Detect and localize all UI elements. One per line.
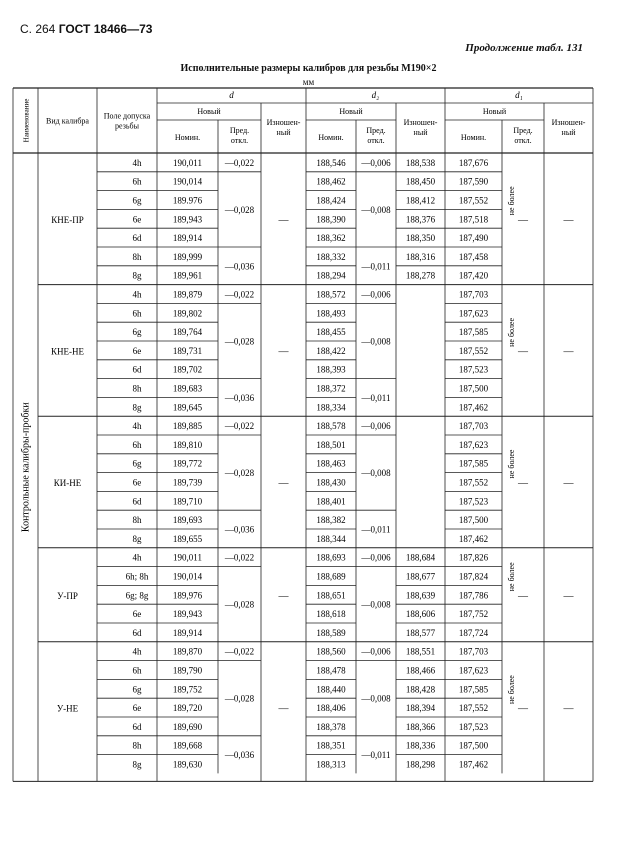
d-nom: 189,739 xyxy=(172,477,203,488)
d2-nom: 188,393 xyxy=(316,364,346,375)
d1-nom: 187,703 xyxy=(458,421,489,432)
d2-nom: 188,463 xyxy=(316,458,346,469)
d1-nom: 187,523 xyxy=(458,496,489,507)
d1-nom: 187,458 xyxy=(458,251,489,262)
dash: — xyxy=(278,590,289,602)
header-worn: ный xyxy=(276,128,291,137)
d-nom: 189,943 xyxy=(172,214,203,225)
tolerance-field: 4h xyxy=(132,421,142,432)
d1-nom: 187,523 xyxy=(458,721,489,732)
tolerance-field: 8h xyxy=(132,740,142,751)
dash: — xyxy=(278,703,289,715)
tolerance-field: 6h xyxy=(132,176,142,187)
tolerance-field: 6e xyxy=(132,477,142,488)
d2-worn: 188,412 xyxy=(405,195,436,206)
header-new: Новый xyxy=(482,107,507,116)
d-nom: 189,885 xyxy=(172,421,203,432)
d2-dev: —0,008 xyxy=(361,599,391,610)
tolerance-field: 8h xyxy=(132,383,142,394)
d2-worn: 188,336 xyxy=(405,740,436,751)
d2-worn: 188,684 xyxy=(405,552,436,563)
header-field: резьбы xyxy=(115,121,139,131)
d-nom: 189,764 xyxy=(172,327,203,338)
header-new: Новый xyxy=(197,107,221,116)
d2-worn: 188,376 xyxy=(405,214,436,225)
header-nom: Номин. xyxy=(318,133,344,142)
d-nom: 190,011 xyxy=(173,552,202,563)
d-dev: —0,028 xyxy=(224,468,255,479)
d-nom: 189,961 xyxy=(172,270,203,281)
d2-worn: 188,639 xyxy=(405,590,436,601)
d-nom: 189,999 xyxy=(172,251,203,262)
not-more-label: не более xyxy=(507,186,516,216)
tolerance-field: 6g; 8g xyxy=(125,590,149,601)
header-field: Поле допуска xyxy=(103,111,151,121)
d2-dev: —0,008 xyxy=(361,468,391,479)
dash: — xyxy=(518,346,528,358)
header-dev: Пред. xyxy=(229,126,250,135)
header-nom: Номин. xyxy=(460,133,487,142)
d2-nom: 188,618 xyxy=(316,609,346,620)
not-more-label: не более xyxy=(507,317,516,347)
dash: — xyxy=(563,214,574,226)
tolerance-field: 4h xyxy=(132,289,142,300)
d2-nom: 188,294 xyxy=(316,270,346,281)
d2-nom: 188,455 xyxy=(316,327,346,338)
tolerance-field: 8g xyxy=(132,270,142,281)
d2-nom: 188,362 xyxy=(316,233,346,244)
dash: — xyxy=(278,346,289,358)
d-nom: 189,720 xyxy=(172,703,203,714)
d-dev: —0,036 xyxy=(224,750,255,761)
dash: — xyxy=(278,214,289,226)
header-nom: Номин. xyxy=(174,133,201,142)
header-dev: откл. xyxy=(514,136,532,145)
d-nom: 189,645 xyxy=(172,402,203,413)
d-nom: 189,710 xyxy=(172,496,203,507)
tolerance-field: 6g xyxy=(132,327,142,338)
d2-nom: 188,382 xyxy=(316,515,346,526)
tolerance-field: 6h xyxy=(132,308,142,319)
d2-nom: 188,462 xyxy=(316,176,346,187)
d2-worn: 188,450 xyxy=(405,176,436,187)
d1-nom: 187,523 xyxy=(458,364,489,375)
d1-nom: 187,590 xyxy=(458,176,489,187)
d2-worn: 188,316 xyxy=(405,251,436,262)
tolerance-field: 6d xyxy=(132,364,142,375)
d-dev: —0,022 xyxy=(224,289,255,300)
d2-nom: 188,689 xyxy=(316,571,346,582)
d-dev: —0,028 xyxy=(224,599,255,610)
d-nom: 189,630 xyxy=(172,759,203,770)
d-dev: —0,028 xyxy=(224,204,255,215)
d2-worn: 188,278 xyxy=(405,270,436,281)
d-nom: 189,690 xyxy=(172,721,203,732)
dash: — xyxy=(563,346,574,358)
table-units: мм xyxy=(302,77,315,87)
d-nom: 189,802 xyxy=(172,308,203,319)
d1-nom: 187,500 xyxy=(458,740,489,751)
d2-worn: 188,366 xyxy=(405,721,436,732)
tolerance-field: 6d xyxy=(132,721,142,732)
tolerance-field: 6h xyxy=(132,439,142,450)
d-nom: 190,014 xyxy=(172,571,203,582)
dash: — xyxy=(518,590,528,602)
header-new: Новый xyxy=(339,107,363,116)
tolerance-field: 6g xyxy=(132,684,142,695)
d2-dev: —0,008 xyxy=(361,204,391,215)
header-name: Наименование xyxy=(22,98,31,143)
d-nom: 190,014 xyxy=(172,176,203,187)
d2-nom: 188,378 xyxy=(316,721,346,732)
d1-nom: 187,786 xyxy=(458,590,489,601)
d2-nom: 188,390 xyxy=(316,214,346,225)
d1-nom: 187,724 xyxy=(458,627,489,638)
d2-nom: 188,546 xyxy=(316,157,346,168)
d2-dev: —0,006 xyxy=(361,646,391,657)
d1-nom: 187,500 xyxy=(458,383,489,394)
header-worn: Изношен- xyxy=(266,118,301,127)
d2-dev: —0,006 xyxy=(361,552,391,563)
d-nom: 189,655 xyxy=(172,533,203,544)
tolerance-field: 6g xyxy=(132,195,142,206)
d-nom: 190,011 xyxy=(173,157,202,168)
d2-worn: 188,428 xyxy=(405,684,436,695)
d-nom: 189,870 xyxy=(172,646,203,657)
d2-worn: 188,298 xyxy=(405,759,436,770)
gauge-kind: КИ-НЕ xyxy=(53,478,82,488)
d2-dev: —0,011 xyxy=(361,261,391,272)
d1-nom: 187,585 xyxy=(458,458,489,469)
d1-nom: 187,585 xyxy=(458,684,489,695)
table-title: Исполнительные размеры калибров для резьбы М190×2 xyxy=(180,63,437,74)
d1-nom: 187,623 xyxy=(458,439,489,450)
d-nom: 189,683 xyxy=(172,383,203,394)
d2-nom: 188,440 xyxy=(316,684,346,695)
d-dev: —0,022 xyxy=(224,552,255,563)
page-number: С. 264 xyxy=(20,22,56,36)
d-nom: 189,790 xyxy=(172,665,203,676)
tolerance-field: 6d xyxy=(132,233,142,244)
d1-nom: 187,623 xyxy=(458,665,489,676)
d1-nom: 187,552 xyxy=(458,195,489,206)
d1-nom: 187,826 xyxy=(458,552,489,563)
dash: — xyxy=(563,703,574,715)
tolerance-field: 4h xyxy=(132,157,142,168)
standard-label: ГОСТ xyxy=(58,22,91,36)
d-nom: 189,943 xyxy=(172,609,203,620)
d2-worn: 188,538 xyxy=(405,157,436,168)
d-dev: —0,036 xyxy=(224,261,255,272)
d1-nom: 187,552 xyxy=(458,345,489,356)
d2-dev: —0,008 xyxy=(361,336,391,347)
d-dev: —0,022 xyxy=(224,157,255,168)
d2-nom: 188,578 xyxy=(316,421,346,432)
d-nom: 189,976 xyxy=(172,590,203,601)
header-dev: Пред. xyxy=(513,126,533,135)
d2-nom: 188,572 xyxy=(316,289,346,300)
header-worn: Изношен- xyxy=(551,118,586,127)
d2-worn: 188,577 xyxy=(405,627,436,638)
d-nom: 189,810 xyxy=(172,439,203,450)
dash: — xyxy=(518,478,528,489)
continuation-label: Продолжение табл. 131 xyxy=(465,42,583,54)
d2-dev: —0,006 xyxy=(361,289,391,300)
tolerance-field: 8g xyxy=(132,533,142,544)
d-dev: —0,036 xyxy=(224,524,255,535)
dash: — xyxy=(518,703,528,715)
d-dev: —0,036 xyxy=(224,392,255,403)
d2-nom: 188,334 xyxy=(316,402,346,413)
dash: — xyxy=(278,478,289,489)
d2-dev: —0,006 xyxy=(361,421,391,432)
d2-dev: —0,011 xyxy=(361,392,391,403)
tolerance-field: 6h xyxy=(132,665,142,676)
d1-nom: 187,420 xyxy=(458,270,489,281)
tolerance-field: 8h xyxy=(132,251,142,262)
d2-nom: 188,493 xyxy=(316,308,346,319)
d-dev: —0,028 xyxy=(224,693,255,704)
tolerance-field: 6e xyxy=(132,703,142,714)
d2-worn: 188,677 xyxy=(405,571,436,582)
d1-nom: 187,552 xyxy=(458,477,489,488)
d1-nom: 187,824 xyxy=(458,571,489,582)
header-dev: откл. xyxy=(230,136,249,145)
header-worn: Изношен- xyxy=(403,118,438,127)
d1-nom: 187,518 xyxy=(458,214,489,225)
d2-nom: 188,344 xyxy=(316,533,346,544)
d2-nom: 188,401 xyxy=(316,496,346,507)
tolerance-field: 6e xyxy=(132,345,142,356)
d2-worn: 188,606 xyxy=(405,609,436,620)
d1-nom: 187,462 xyxy=(458,759,489,770)
d2-nom: 188,589 xyxy=(316,627,346,638)
d2-nom: 188,430 xyxy=(316,477,346,488)
tolerance-field: 8g xyxy=(132,759,142,770)
d1-nom: 187,703 xyxy=(458,289,489,300)
standard-number: 18466—73 xyxy=(93,22,153,36)
d2-nom: 188,332 xyxy=(316,251,346,262)
d2-nom: 188,313 xyxy=(316,759,346,770)
tolerance-field: 6g xyxy=(132,458,142,469)
d-nom: 189,702 xyxy=(172,364,203,375)
not-more-label: не более xyxy=(507,562,516,592)
d-nom: 189,693 xyxy=(172,515,203,526)
d2-nom: 188,422 xyxy=(316,345,346,356)
header-worn: ный xyxy=(413,128,428,137)
header-worn: ный xyxy=(561,128,576,137)
d-nom: 189,731 xyxy=(172,345,203,356)
d-nom: 189,668 xyxy=(172,740,203,751)
d1-nom: 187,752 xyxy=(458,609,489,620)
d-dev: —0,022 xyxy=(224,646,255,657)
d-nom: 189.976 xyxy=(172,195,203,206)
header-kind: Вид калибра xyxy=(46,116,89,126)
tolerance-field: 6d xyxy=(132,496,142,507)
header-d2: d₂ xyxy=(371,90,380,100)
d-nom: 189,914 xyxy=(172,627,203,638)
d2-worn: 188,350 xyxy=(405,233,436,244)
gauge-kind: У-ПР xyxy=(57,590,78,601)
tolerance-field: 6e xyxy=(132,214,142,225)
d1-nom: 187,676 xyxy=(458,157,489,168)
d2-nom: 188,478 xyxy=(316,665,346,676)
d2-nom: 188,693 xyxy=(316,552,346,563)
header-dev: откл. xyxy=(367,136,385,145)
d2-worn: 188,466 xyxy=(405,665,436,676)
not-more-label: не более xyxy=(507,449,516,479)
d2-nom: 188,406 xyxy=(316,703,346,714)
tolerance-field: 4h xyxy=(132,552,142,563)
not-more-label: не более xyxy=(507,675,516,705)
d1-nom: 187,623 xyxy=(458,308,489,319)
d2-nom: 188,501 xyxy=(316,439,346,450)
tolerance-field: 8g xyxy=(132,402,142,413)
tolerance-field: 6e xyxy=(132,609,142,620)
d1-nom: 187,462 xyxy=(458,402,489,413)
d2-nom: 188,651 xyxy=(316,590,346,601)
d1-nom: 187,552 xyxy=(458,703,489,714)
d2-nom: 188,351 xyxy=(316,740,346,751)
tolerance-field: 8h xyxy=(132,515,142,526)
d1-nom: 187,462 xyxy=(458,533,489,544)
d2-dev: —0,006 xyxy=(361,157,391,168)
d-nom: 189,879 xyxy=(172,289,203,300)
d-dev: —0,022 xyxy=(224,421,255,432)
d2-dev: —0,008 xyxy=(361,693,391,704)
d2-nom: 188,560 xyxy=(316,646,346,657)
tolerance-field: 6h; 8h xyxy=(125,571,149,582)
d2-dev: —0,011 xyxy=(361,750,391,761)
header-d1: d₁ xyxy=(515,90,523,100)
gauge-kind: КНЕ-НЕ xyxy=(51,346,84,357)
d2-nom: 188,372 xyxy=(316,383,346,394)
gauge-kind: У-НЕ xyxy=(56,703,79,714)
d-nom: 189,752 xyxy=(172,684,203,695)
d-dev: —0,028 xyxy=(224,336,255,347)
group-label: Контрольные калибры-пробки xyxy=(20,402,32,533)
d-nom: 189,772 xyxy=(172,458,203,469)
d2-worn: 188,551 xyxy=(405,646,436,657)
d1-nom: 187,490 xyxy=(458,233,489,244)
tolerance-field: 4h xyxy=(132,646,142,657)
gauge-kind: КНЕ-ПР xyxy=(51,214,84,225)
dash: — xyxy=(563,478,574,489)
d2-nom: 188,424 xyxy=(316,195,346,206)
header-d: d xyxy=(229,90,234,100)
tolerance-field: 6d xyxy=(132,627,142,638)
d1-nom: 187,585 xyxy=(458,327,489,338)
d2-dev: —0,011 xyxy=(361,524,391,535)
header-dev: Пред. xyxy=(366,126,386,135)
d1-nom: 187,703 xyxy=(458,646,489,657)
d2-worn: 188,394 xyxy=(405,703,436,714)
d1-nom: 187,500 xyxy=(458,515,489,526)
dash: — xyxy=(518,214,528,226)
dash: — xyxy=(563,590,574,602)
d-nom: 189,914 xyxy=(172,233,203,244)
